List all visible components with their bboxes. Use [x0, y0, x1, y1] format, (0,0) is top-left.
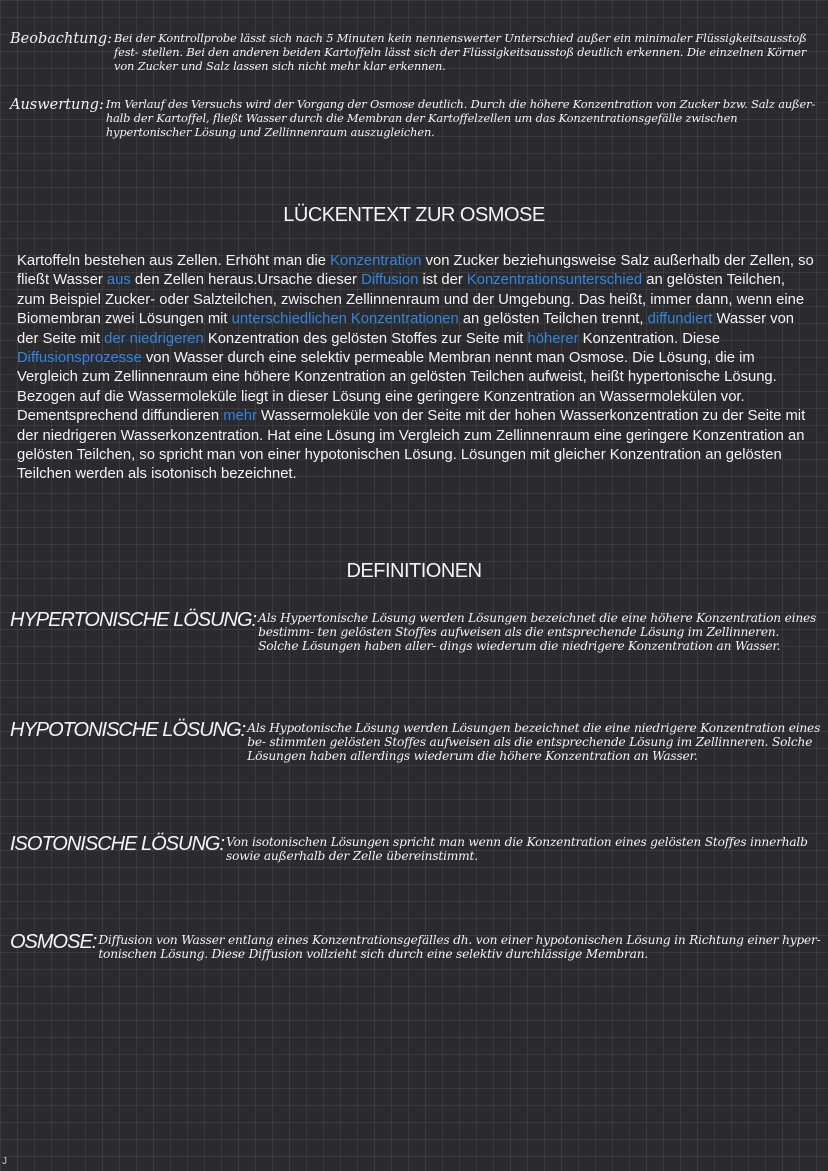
cloze-answer: höherer [527, 330, 579, 347]
cloze-answer: aus [106, 272, 131, 289]
definition-label: OSMOSE: [10, 931, 97, 953]
cloze-answer: Diffusionsprozesse [17, 350, 142, 367]
beobachtung-section [10, 31, 818, 73]
beobachtung-label: Beobachtung: [10, 31, 113, 47]
cloze-answer: mehr [223, 408, 257, 425]
cloze-answer: diffundiert [647, 311, 713, 328]
cloze-segment: den Zellen heraus.Ursache dieser [130, 272, 362, 289]
cloze-segment: Wasser von der Seite mit [17, 311, 795, 347]
auswertung-section [10, 97, 818, 139]
cloze-segment: ist der [418, 272, 467, 289]
cloze-segment: an gelösten Teilchen, zum Beispiel Zucker- oder Salzteilchen, zwischen Zellinnenraum und der Umgebung. Das heißt, immer dann, wenn eine Biomembran zwei Lösungen mit [17, 272, 805, 328]
definitions-heading: DEFINITIONEN [346, 560, 482, 582]
cloze-heading: LÜCKENTEXT ZUR OSMOSE [283, 204, 545, 226]
auswertung-label: Auswertung: [10, 97, 104, 113]
definition-label: HYPERTONISCHE LÖSUNG: [10, 609, 257, 631]
definition-osmose [10, 930, 822, 961]
definition-text: Als Hypotonische Lösung werden Lösungen bezeichnet die eine niedrigere Konzentration eines be- stimmten gelösten Stoffes aufweisen als die entsprechende Lösung im Zellinneren. Solche Lösungen haben allerdings wiederum die höhere Konzentration an Wasser. [247, 721, 821, 763]
cloze-segment: Wassermoleküle von der Seite mit der hohen Wasserkonzentration zu der Seite mit der niedrigeren Wasserkonzentration. Hat eine Lösung im Vergleich zum Zellinnenraum eine geringere Konzentration an gelösten Teilchen, so spricht man von einer hypotonischen Lösung. Lösungen mit gleicher Konzentration an gelösten Teilchen werden als isotonisch bezeichnet. [17, 408, 806, 483]
cloze-segment: an gelösten Teilchen trennt, [458, 311, 648, 328]
cloze-segment: von Zucker beziehungsweise Salz außerhalb der Zellen, so fließt Wasser [17, 253, 814, 289]
corner-mark: J [2, 1156, 7, 1167]
cloze-segment: Kartoffeln bestehen aus Zellen. Erhöht man die [17, 253, 331, 269]
definition-text: Diffusion von Wasser entlang eines Konzentrationsgefälles dh. von einer hypotonischen Lösung in Richtung einer hyper- tonischen Lösung. Diese Diffusion vollzieht sich durch eine selektiv durchlässige Membran. [98, 933, 821, 961]
definition-hypotonic [10, 718, 822, 763]
auswertung-text: Im Verlauf des Versuchs wird der Vorgang der Osmose deutlich. Durch die höhere Konzentration von Zucker bzw. Salz außer- halb der Kartoffel, fließt Wasser durch die Membran der Kartoffelzellen um das Konzentrationsgefälle zwischen hypertonischer Lösung und Zellinnenraum auszugleichen. [105, 97, 816, 139]
cloze-answer: der niedrigeren [104, 330, 204, 347]
cloze-answer: Konzentration [330, 253, 422, 269]
cloze-segment: Konzentration des gelösten Stoffes zur Seite mit [203, 330, 528, 347]
definition-text: Von isotonischen Lösungen spricht man wenn die Konzentration eines gelösten Stoffes innerhalb sowie außerhalb der Zelle übereinstimmt. [226, 835, 808, 863]
cloze-answer: unterschiedlichen Konzentrationen [231, 311, 459, 328]
beobachtung-text: Bei der Kontrollprobe lässt sich nach 5 Minuten kein nennenswerter Unterschied außer ein minimaler Flüssigkeitsausstoß fest- stellen. Bei den anderen beiden Kartoffeln lässt sich der Flüssigkeitsausstoß deutlich erkennen. Die einzelnen Körner von Zucker und Salz lassen sich nicht mehr klar erkennen. [114, 31, 807, 73]
definition-text: Als Hypertonische Lösung werden Lösungen bezeichnet die eine höhere Konzentration eines bestimm- ten gelösten Stoffes aufweisen als die entsprechende Lösung im Zellinneren. Solche Lösungen haben aller- dings wiederum die niedrigere Konzentration an Wasser. [258, 611, 817, 653]
definition-hypertonic [10, 608, 822, 653]
cloze-segment: von Wasser durch eine selektiv permeable Membran nennt man Osmose. Die Lösung, die im Vergleich zum Zellinnenraum eine höhere Konzentration an gelösten Teilchen aufweist, heißt hypertonische Lösung. Bezogen auf die Wassermoleküle liegt in dieser Lösung eine geringere Konzentration an Wassermolekülen vor. Dementsprechend diffundieren [17, 350, 777, 425]
definition-isotonic [10, 832, 822, 863]
definition-label: HYPOTONISCHE LÖSUNG: [10, 719, 246, 741]
cloze-answer: Konzentrationsunterschied [466, 272, 643, 289]
cloze-text [17, 252, 817, 485]
cloze-segment: Konzentration. Diese [578, 330, 721, 347]
cloze-answer: Diffusion [361, 272, 419, 289]
definition-label: ISOTONISCHE LÖSUNG: [10, 833, 225, 855]
